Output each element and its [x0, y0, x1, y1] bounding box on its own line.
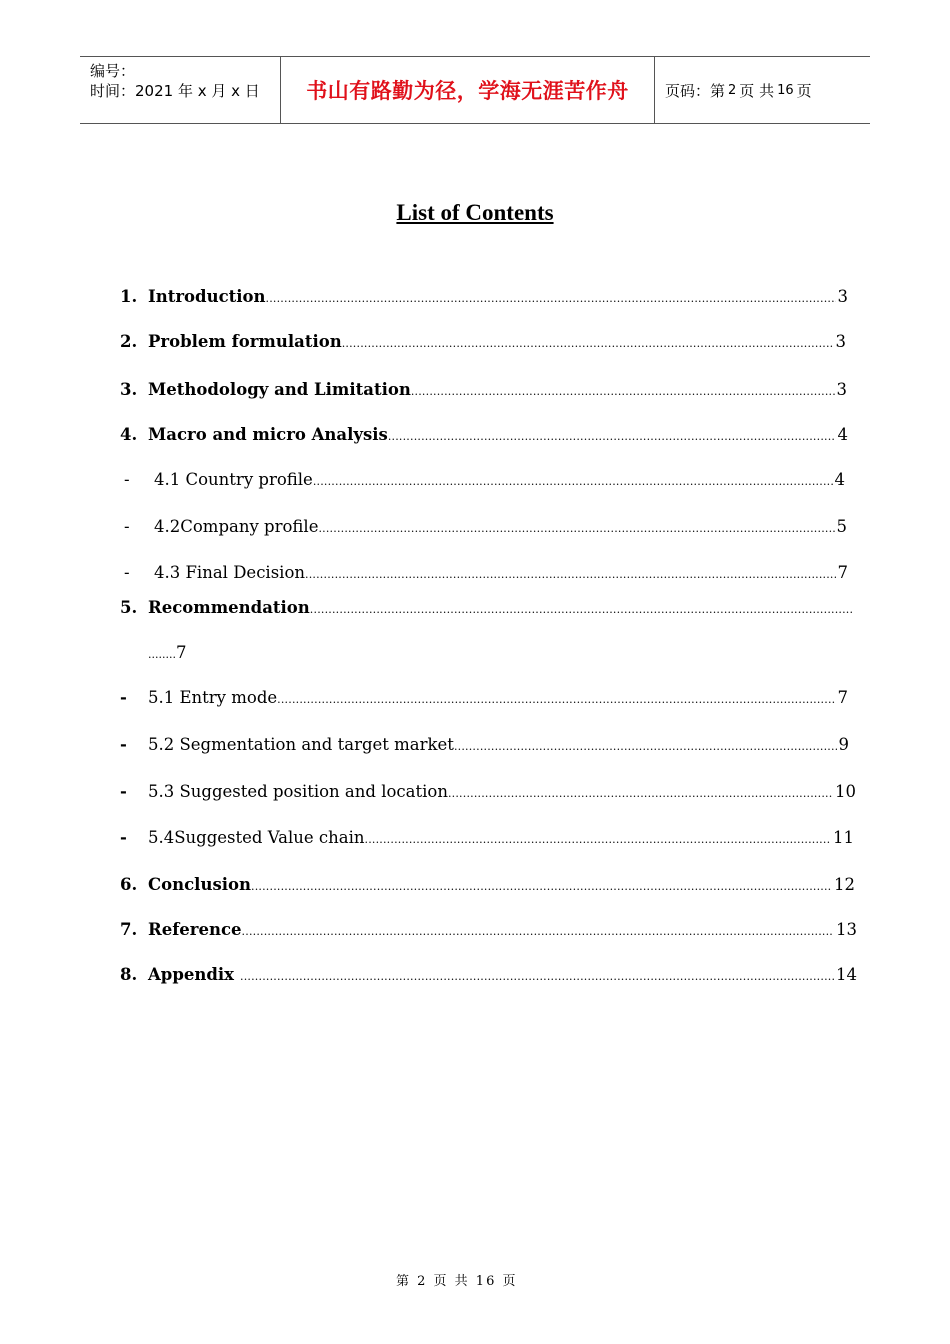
toc-label: 4.1 Country profile: [154, 470, 313, 489]
toc-bullet: -: [120, 782, 127, 801]
toc-label: 5.1 Entry mode: [148, 688, 278, 707]
toc-leader: ........: [148, 648, 176, 661]
page-suffix: 页: [796, 81, 812, 100]
toc-leader: [240, 965, 834, 989]
page-footer: 第 2 页 共 16 页: [396, 1274, 518, 1289]
toc-leader: [242, 920, 834, 944]
toc-page: 3: [837, 287, 848, 306]
toc-label: 5.2 Segmentation and target market: [148, 735, 454, 754]
toc-leader: [266, 287, 836, 311]
toc-page: 5: [836, 517, 847, 536]
page-current: 2: [728, 82, 737, 98]
toc-leader: [448, 782, 833, 806]
toc-label: Appendix: [148, 965, 235, 984]
toc-number: 4.: [120, 425, 138, 444]
toc-entry-segmentation[interactable]: [120, 733, 849, 757]
toc-page: 3: [835, 332, 846, 351]
page-title: List of Contents: [396, 200, 554, 225]
toc-bullet: -: [124, 470, 130, 489]
toc-bullet: -: [120, 828, 127, 847]
toc-leader: [342, 332, 834, 356]
toc-leader: [365, 828, 832, 852]
toc-page: 7: [175, 643, 187, 662]
header-meta: [80, 57, 281, 123]
page-prefix: 页码：第: [665, 81, 726, 100]
toc-label: Conclusion: [148, 875, 252, 894]
toc-leader: [454, 735, 837, 759]
toc-leader: [251, 875, 832, 899]
toc-label: Methodology and Limitation: [148, 380, 411, 399]
toc-page: 7: [837, 563, 848, 582]
toc-page: 3: [836, 380, 847, 399]
document-time-label: 时间：2021 年 x 月 x 日: [90, 82, 260, 100]
toc-leader: [310, 598, 852, 622]
toc-number: 6.: [120, 875, 138, 894]
toc-label: 5.4Suggested Value chain: [148, 828, 365, 847]
toc-leader: [388, 425, 836, 449]
toc-page: 4: [834, 470, 845, 489]
toc-entry-final-decision[interactable]: [124, 561, 848, 585]
toc-page: 4: [837, 425, 848, 444]
toc-entry-reference[interactable]: [120, 918, 857, 942]
toc-number: 1.: [120, 287, 138, 306]
toc-label: Problem formulation: [148, 332, 342, 351]
toc-entry-macro-micro[interactable]: [120, 423, 848, 447]
toc-label: Macro and micro Analysis: [148, 425, 388, 444]
toc-label: Reference: [148, 920, 242, 939]
toc-entry-country-profile[interactable]: [124, 468, 845, 492]
toc-entry-appendix[interactable]: [120, 963, 857, 987]
header-page-info: [655, 57, 870, 123]
toc-entry-entry-mode[interactable]: [120, 686, 848, 710]
toc-page: 11: [833, 828, 854, 847]
toc-page: 13: [836, 920, 857, 939]
toc-bullet: -: [124, 563, 130, 582]
toc-entry-value-chain[interactable]: [120, 826, 854, 850]
toc-number: 7.: [120, 920, 138, 939]
toc-number: 3.: [120, 380, 138, 399]
toc-entry-problem-formulation[interactable]: [120, 330, 846, 354]
toc-number: 8.: [120, 965, 138, 984]
toc-entry-company-profile[interactable]: [124, 515, 847, 539]
toc-bullet: -: [120, 735, 127, 754]
toc-number: 2.: [120, 332, 138, 351]
toc-leader: [318, 517, 834, 541]
toc-label: 4.3 Final Decision: [154, 563, 306, 582]
toc-leader: [313, 470, 833, 494]
toc-label: Introduction: [148, 287, 266, 306]
page-header: [80, 56, 870, 124]
toc-label: 5.3 Suggested position and location: [148, 782, 448, 801]
header-motto: 书山有路勤为径，学海无涯苦作舟: [281, 57, 655, 123]
toc-page: 7: [837, 688, 848, 707]
toc-bullet: -: [124, 517, 130, 536]
toc-label: 4.2Company profile: [154, 517, 319, 536]
toc-entry-recommendation[interactable]: [120, 596, 852, 620]
document-number-label: 编号：: [90, 62, 136, 80]
page-mid: 页 共: [739, 81, 775, 100]
toc-page: 14: [836, 965, 857, 984]
toc-page: 12: [834, 875, 855, 894]
toc-page: 9: [838, 735, 849, 754]
toc-entry-position-location[interactable]: [120, 780, 856, 804]
toc-leader: [305, 563, 835, 587]
toc-page: 10: [835, 782, 856, 801]
toc-label: Recommendation: [148, 598, 310, 617]
toc-entry-introduction[interactable]: [120, 285, 848, 309]
toc-entry-conclusion[interactable]: [120, 873, 855, 897]
toc-entry-methodology[interactable]: [120, 378, 847, 402]
page-total: 16: [777, 82, 794, 98]
toc-leader: [277, 688, 835, 712]
toc-number: 5.: [120, 598, 138, 617]
toc-bullet: -: [120, 688, 127, 707]
toc-recommendation-continuation: [148, 641, 186, 667]
toc-leader: [411, 380, 835, 404]
